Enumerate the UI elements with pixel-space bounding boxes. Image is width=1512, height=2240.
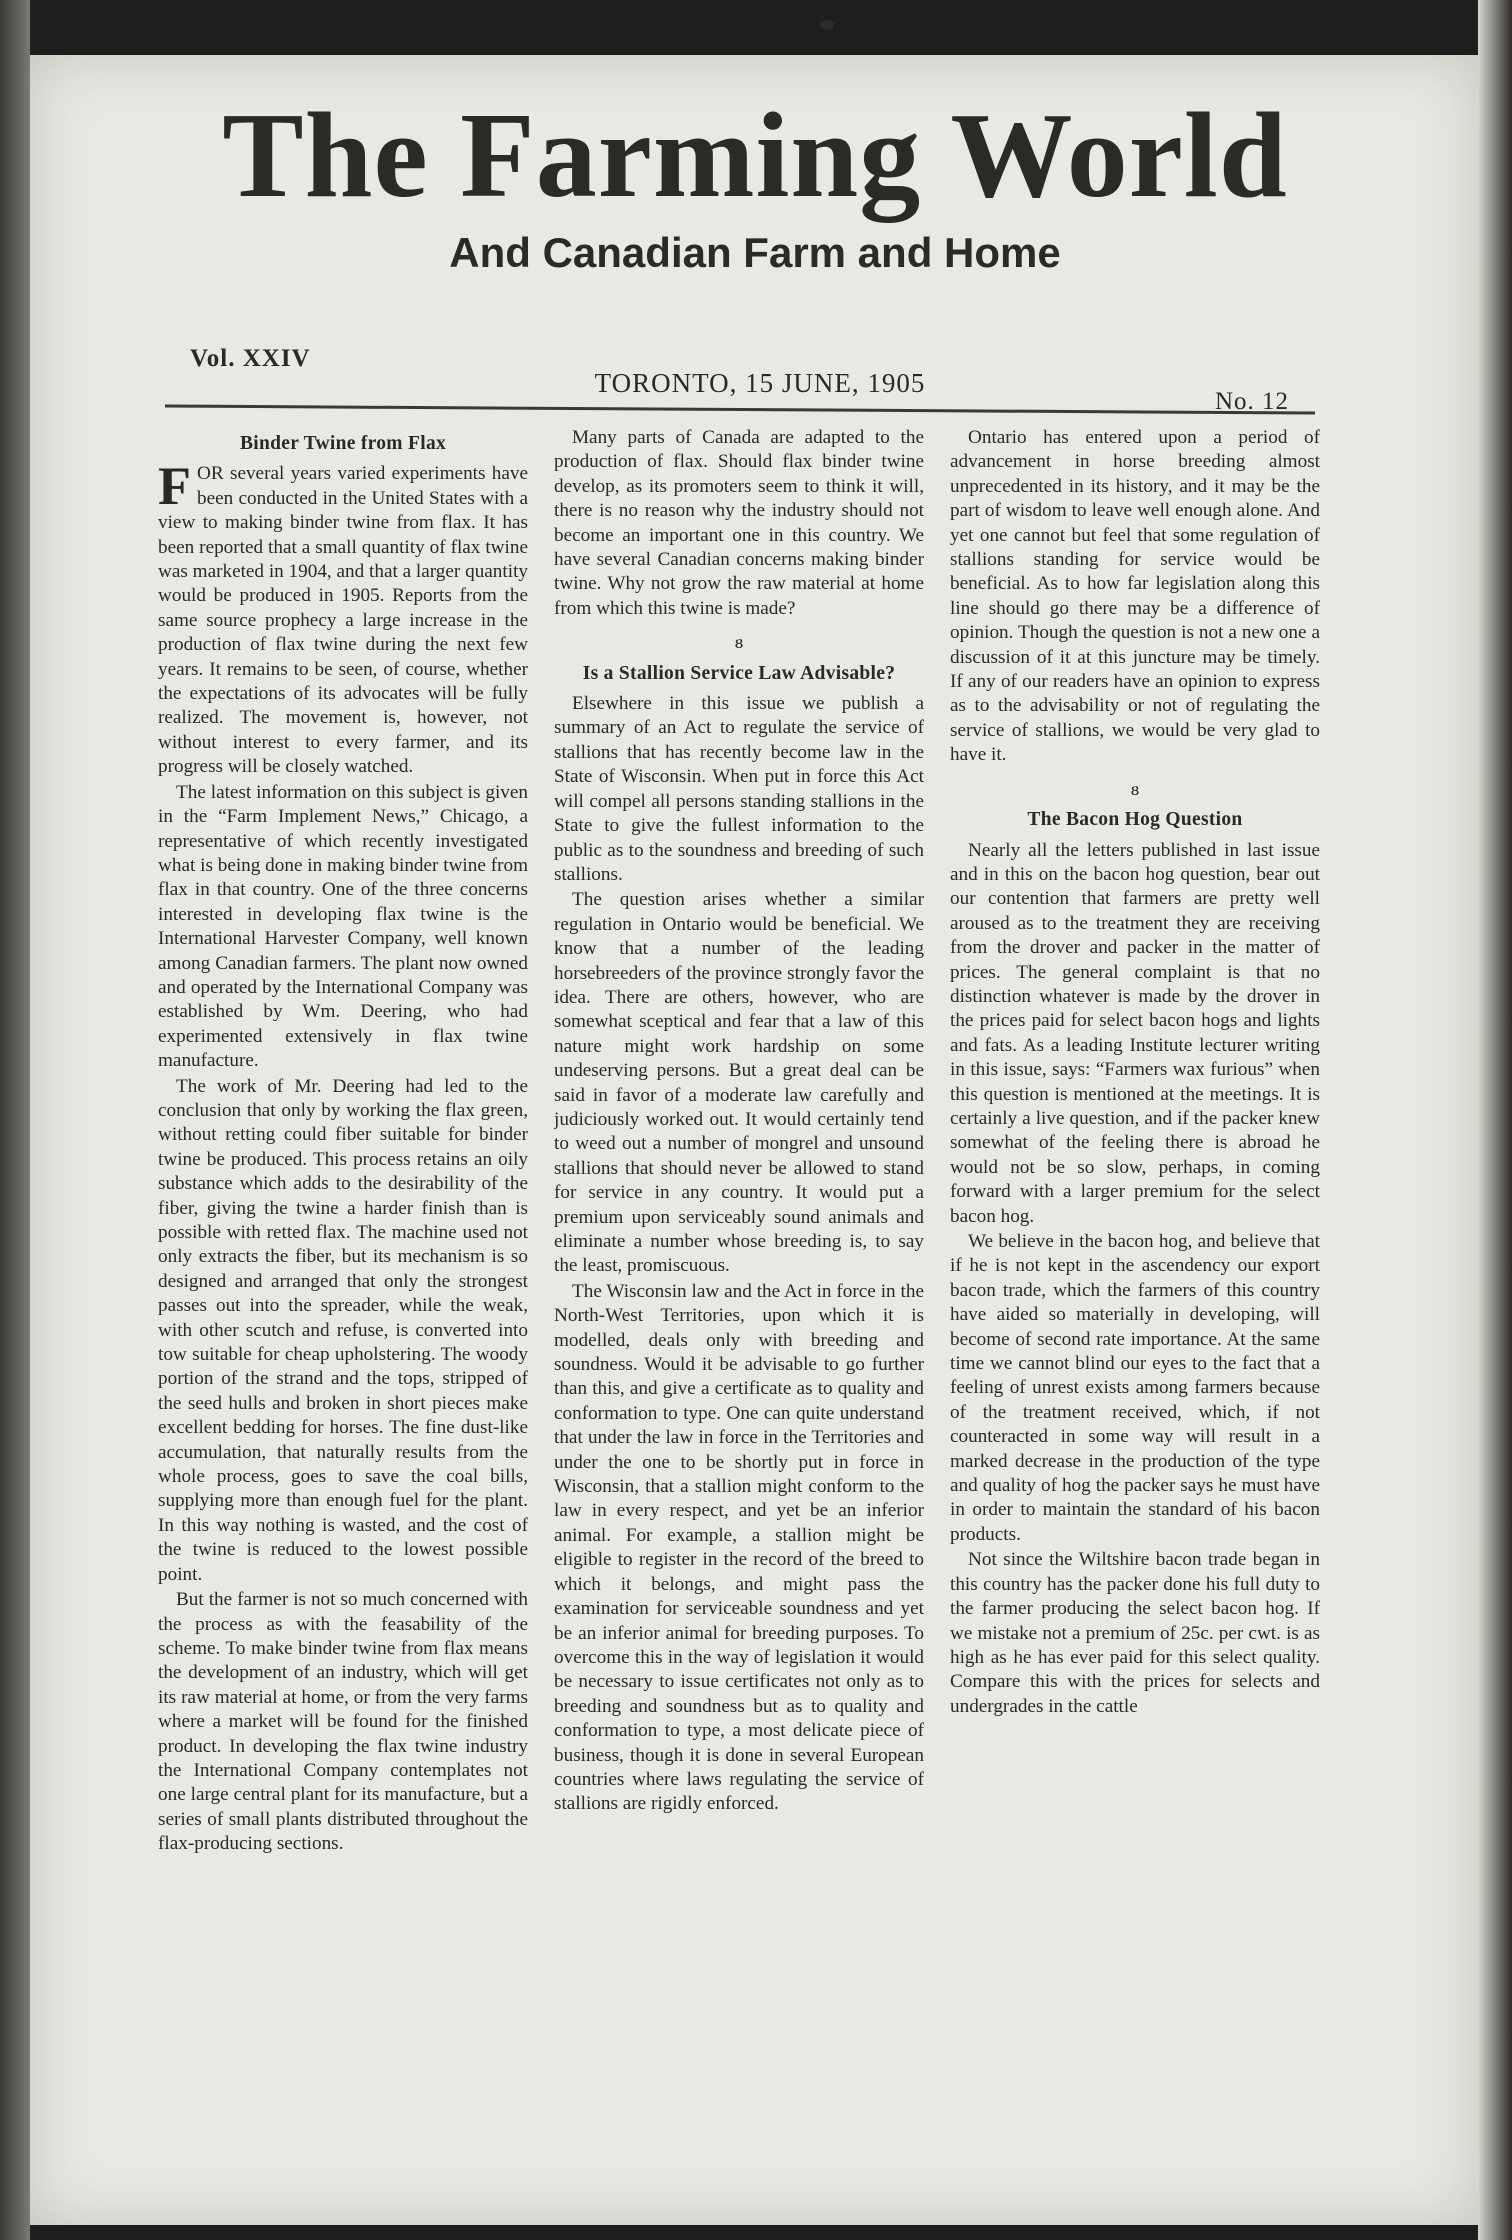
article-paragraph: Ontario has entered upon a period of advancement in horse breeding almost unprecedented in its history, and it may be the part of wisdom to leave well enough alone. And yet one cannot but feel that some regulation of stallions standing for service would be beneficial. As to how far legislation along this line should go there may be a difference of opinion. Though the question is not a new one a discussion of it at this juncture may be timely. If any of our readers have an opinion to express as to the advisability or not of regulating the service of stallions, we would be very glad to have it. (950, 427, 1320, 766)
article-heading-bacon-hog: The Bacon Hog Question (1027, 809, 1243, 831)
volume-number: Vol. XXIV (190, 345, 311, 372)
scan-edge-left (0, 0, 30, 2240)
paragraph-text: OR several years varied experiments have been conducted in the United States with a view to making binder twine from flax. It has been reported that a small quantity of flax twine was marketed in 1904, and that a larger quantity would be produced in 1905. Reports from the same source prophecy a large increase in the production of flax twine during the next few years. It remains to be seen, of course, whether the expectations of its advocates will be fully realized. The movement is, however, not without interest to every farmer, and its progress will be closely watched. (158, 463, 528, 778)
dateline: TORONTO, 15 JUNE, 1905 (594, 368, 926, 398)
newspaper-subtitle: And Canadian Farm and Home (449, 229, 1061, 276)
article-heading-stallion: Is a Stallion Service Law Advisable? (582, 662, 896, 684)
article-heading-binder-twine: Binder Twine from Flax (239, 433, 447, 454)
scan-edge-right (1478, 0, 1512, 2240)
scan-speck (820, 20, 834, 30)
article-paragraph: The latest information on this subject is given in the “Farm Implement News,” Chicago, a representative of which recently investigated what is being done in making binder twine from flax in that country. One of the three concerns interested in developing flax twine is the International Harvester Company, well known among Canadian farmers. The plant now owned and operated by the International Company was established by Wm. Deering, who had experimented extensively in flax twine manufacture. (158, 781, 528, 1072)
article-paragraph: The question arises whether a similar regulation in Ontario would be beneficial. We know that a number of the leading horsebreeders of the province strongly favor the idea. There are others, however, who are somewhat sceptical and fear that a law of this nature might work hardship on some undeserving persons. But a great deal can be said in favor of a moderate law carefully and judiciously worked out. It would certainly tend to weed out a number of mongrel and unsound stallions that should never be allowed to stand for service in any country. It would put a premium upon serviceably sound animals and eliminate a number whose breeding is, to say the least, promiscuous. (554, 889, 924, 1277)
article-paragraph: Not since the Wiltshire bacon trade began in this country has the packer done his full duty to the farmer producing the select bacon hog. If we mistake not a premium of 25c. per cwt. is as high as he has ever paid for this select quality. Compare this with the prices for selects and undergrades in the cattle (950, 1549, 1320, 1717)
section-ornament: ᴕ (734, 632, 744, 654)
article-paragraph: Many parts of Canada are adapted to the production of flax. Should flax binder twine develop, as its promoters seem to think it will, there is no reason why the industry should not become an important one in this country. We have several Canadian concerns making binder twine. Why not grow the raw material at home from which this twine is made? (554, 427, 924, 619)
column-3 (950, 426, 1320, 2211)
masthead (130, 88, 1380, 277)
article-paragraph: But the farmer is not so much concerned with the process as with the feasability of the scheme. To make binder twine from flax means the development of an industry, which will get its raw material at home, or from the very farms where a market will be found for the finished product. In developing the flax twine industry the International Company contemplates not one large central plant for its manufacture, but a series of small plants distributed throughout the flax-producing sections. (158, 1589, 528, 1855)
column-1 (158, 426, 528, 2211)
drop-cap: F (158, 456, 191, 517)
article-paragraph: Elsewhere in this issue we publish a summary of an Act to regulate the service of stallions that has recently become law in the State of Wisconsin. When put in force this Act will compel all persons standing stallions in the State to give the fullest information to the public as to the soundness and breeding of such stallions. (554, 693, 924, 885)
article-paragraph: We believe in the bacon hog, and believe that if he is not kept in the ascendency our export bacon trade, which the farmers of this country have aided so materially in developing, will become of second rate importance. At the same time we cannot blind our eyes to the fact that a feeling of unrest exists among farmers because of the treatment received, which, if not counteracted in some way will result in a marked decrease in the production of the type and quality of hog the packer says he must have in order to maintain the standard of his bacon products. (950, 1231, 1320, 1545)
article-paragraph: The Wisconsin law and the Act in force in the North-West Territories, upon which it is modelled, deals only with breeding and soundness. Would it be advisable to go further than this, and give a certificate as to quality and conformation to type. One can quite understand that under the law in force in the Territories and under the one to be shortly put in force in Wisconsin, that a stallion might conform to the law in every respect, and yet be an inferior animal. For example, a stallion might be eligible to register in the record of the breed to which it belongs, and might pass the examination for serviceable soundness and yet be an inferior animal for breeding purposes. To overcome this in the way of legislation it would be necessary to issue certificates not only as to breeding and soundness but as to quality and conformation to type, a most delicate piece of business, though it is done in several European countries where laws regulating the service of stallions are rigidly enforced. (554, 1280, 924, 1815)
article-paragraph: Nearly all the letters published in last issue and in this on the bacon hog question, bear out our contention that farmers are pretty well aroused as to the treatment they are receiving from the drover and packer in the matter of prices. The general complaint is that no distinction whatever is made by the drover in the prices paid for select bacon hogs and lights and fats. As a leading Institute lecturer writing in this issue, says: “Farmers wax furious” when this question is mentioned at the meetings. It is certainly a live question, and if the packer knew somewhat of the feeling there is abroad he would not be so slow, perhaps, in coming forward with a larger premium for the select bacon hog. (950, 839, 1320, 1227)
article-columns (158, 426, 1320, 2211)
column-2 (554, 426, 924, 2211)
newspaper-title: The Farming World (222, 88, 1288, 223)
section-ornament: ᴕ (1130, 778, 1140, 800)
issue-number: No. 12 (1215, 388, 1290, 415)
article-paragraph: The work of Mr. Deering had led to the conclusion that only by working the flax green, without retting could fiber suitable for binder twine be produced. This process retains an oily substance which adds to the desirability of the fiber, giving the twine a harder finish than is possible with retted flax. The machine used not only extracts the fiber, but its mechanism is so designed and arranged that only the strongest passes out into the spreader, while the weak, with other scutch and refuse, is converted into tow suitable for cheap upholstering. The woody portion of the strand and the tops, stripped of the seed hulls and broken in short pieces make excellent bedding for horses. The fine dust-like accumulation, that naturally results from the whole process, goes to save the coal bills, supplying more than enough fuel for the plant. In this way nothing is wasted, and the cost of the twine is reduced to the lowest possible point. (158, 1075, 528, 1585)
article-paragraph (158, 456, 528, 779)
